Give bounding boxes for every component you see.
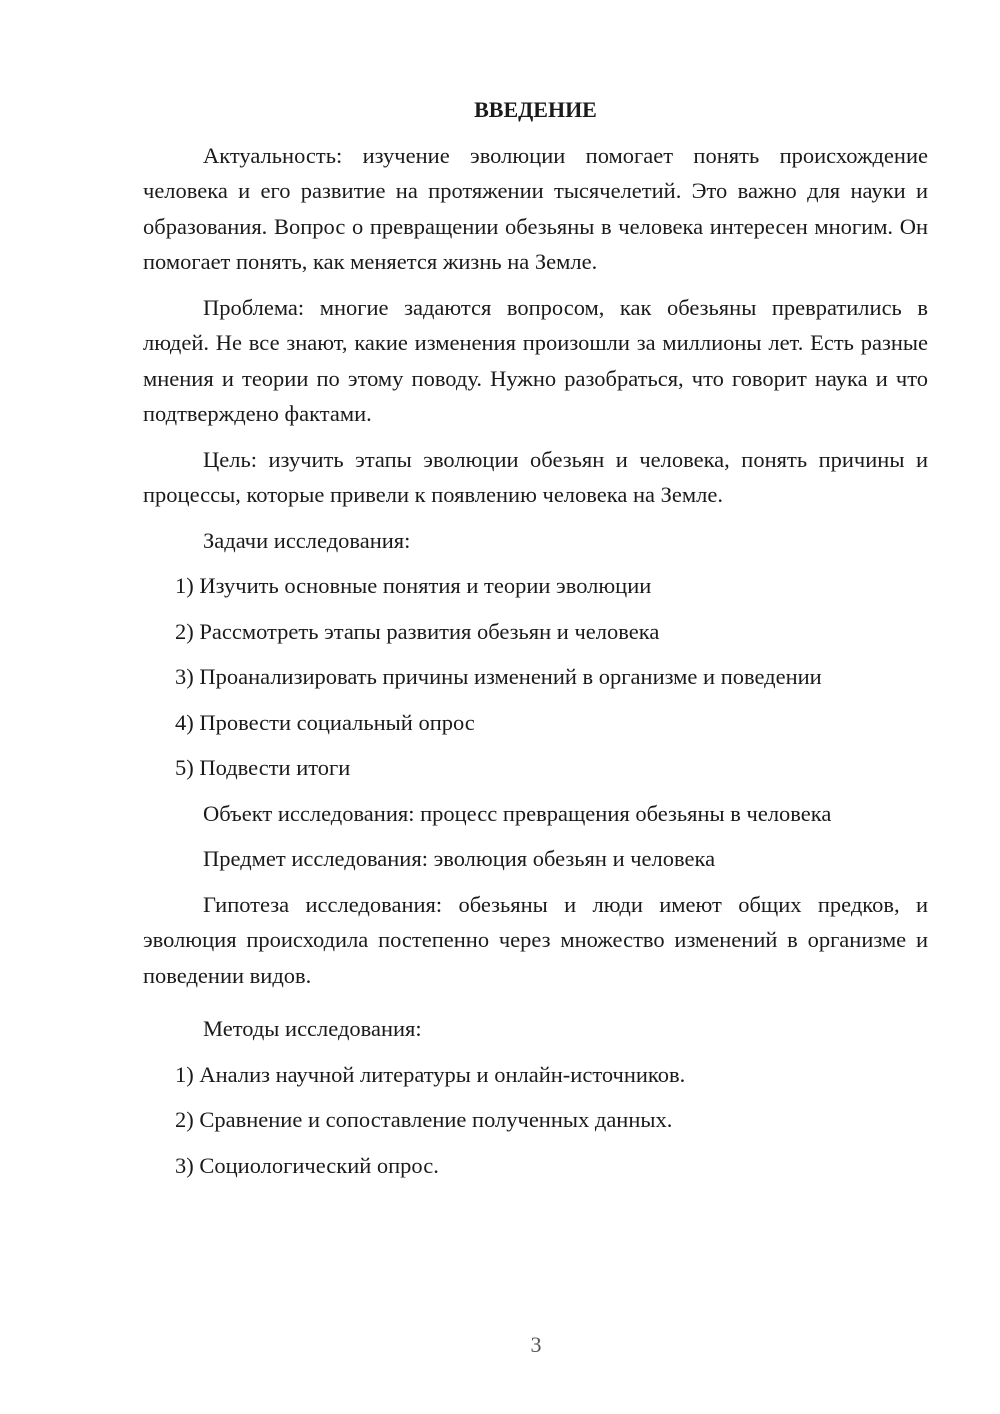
methods-heading: Методы исследования: — [203, 1016, 422, 1041]
tasks-list — [143, 568, 928, 786]
page-number: 3 — [530, 1332, 542, 1357]
list-item: 3) Проанализировать причины изменений в организме и поведении — [175, 664, 822, 689]
list-item: 2) Рассмотреть этапы развития обезьян и человека — [175, 618, 660, 644]
list-item: 1) Изучить основные понятия и теории эволюции — [175, 573, 652, 598]
methods-list — [143, 1057, 928, 1184]
hypothesis-paragraph: Гипотеза исследования: обезьяны и люди имеют общих предков, и эволюция происходила постепенно через множество изменений в организме и поведении видов. — [143, 891, 928, 988]
list-item: 1) Анализ научной литературы и онлайн-источников. — [175, 1061, 686, 1087]
object-line: Объект исследования: процесс превращения обезьяны в человека — [203, 800, 832, 826]
problem-paragraph: Проблема: многие задаются вопросом, как обезьяны превратились в людей. Не все знают, какие изменения произошли за миллионы лет. Есть разные мнения и теории по этому поводу. Нужно разобраться, что говорит наука и что подтверждено фактами. — [143, 294, 928, 426]
tasks-heading: Задачи исследования: — [203, 527, 411, 553]
list-item: 4) Провести социальный опрос — [175, 709, 475, 735]
page-title: ВВЕДЕНИЕ — [474, 97, 597, 122]
document-page — [143, 92, 928, 1193]
list-item: 2) Сравнение и сопоставление полученных данных. — [175, 1107, 673, 1132]
relevance-paragraph: Актуальность: изучение эволюции помогает понять происхождение человека и его развитие на протяжении тысячелетий. Это важно для науки и образования. Вопрос о превращении обезьяны в человека интересен многим. Он помогает понять, как меняется жизнь на Земле. — [143, 142, 928, 274]
subject-line: Предмет исследования: эволюция обезьян и человека — [203, 846, 716, 871]
goal-paragraph: Цель: изучить этапы эволюции обезьян и человека, понять причины и процессы, которые привели к появлению человека на Земле. — [143, 446, 928, 507]
list-item: 3) Социологический опрос. — [175, 1152, 439, 1178]
list-item: 5) Подвести итоги — [175, 755, 351, 780]
